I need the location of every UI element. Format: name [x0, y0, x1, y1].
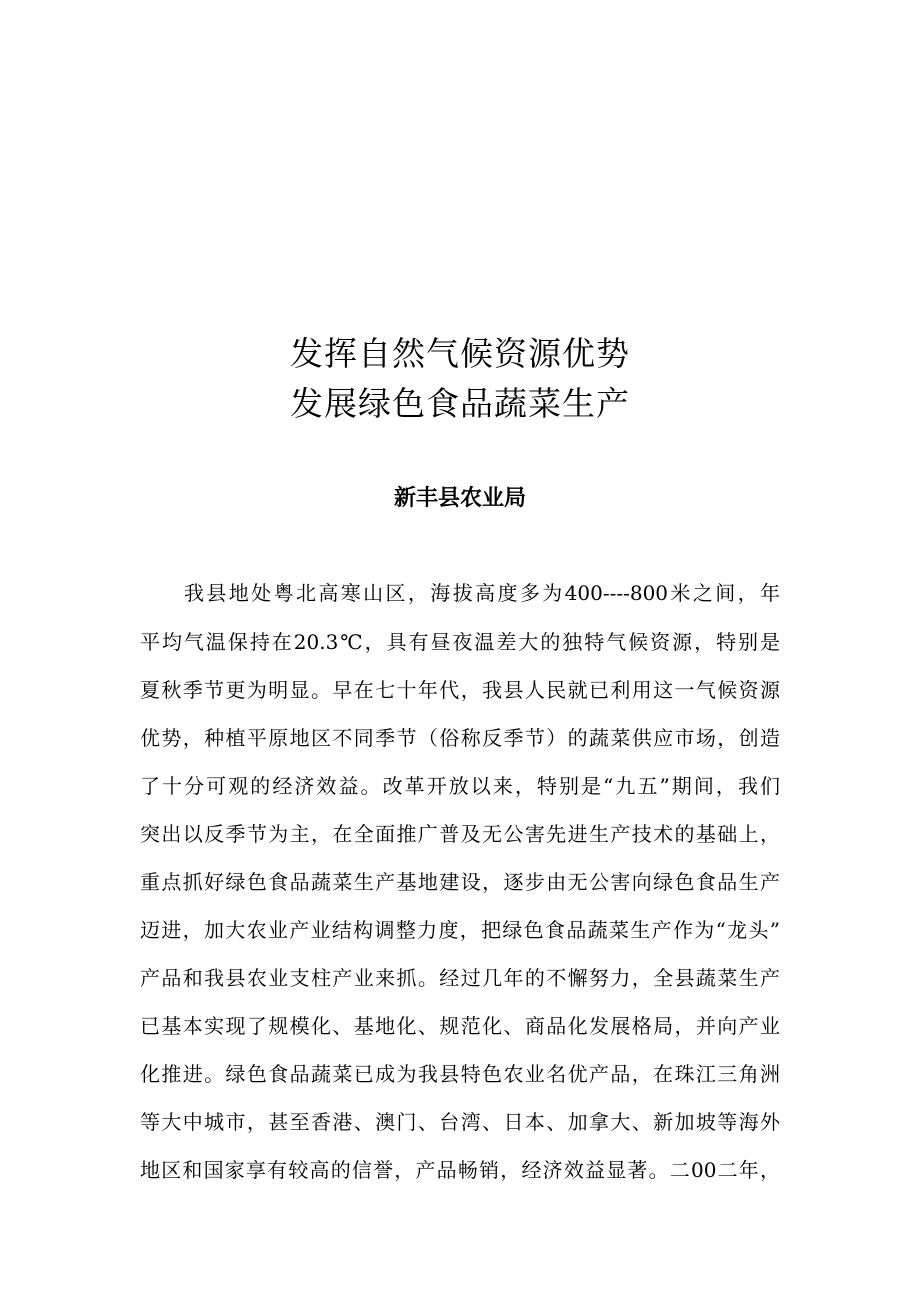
author: 新丰县农业局: [393, 486, 526, 511]
paragraph-line: 化推进。绿色食品蔬菜已成为我县特色农业名优产品，在珠江三角洲: [140, 1062, 780, 1086]
paragraph-line: 迈进，加大农业产业结构调整力度，把绿色食品蔬菜生产作为“龙头”: [140, 918, 780, 942]
paragraph-line: 产品和我县农业支柱产业来抓。经过几年的不懈努力，全县蔬菜生产: [140, 966, 780, 990]
title-line-2: 发展绿色食品蔬菜生产: [290, 384, 630, 423]
paragraph-line: 地区和国家享有较高的信誉，产品畅销，经济效益显著。二00二年，: [140, 1158, 780, 1182]
title-line-1: 发挥自然气候资源优势: [290, 334, 630, 373]
paragraph-line: 平均气温保持在20.3℃，具有昼夜温差大的独特气候资源，特别是: [140, 630, 780, 654]
paragraph-line: 优势，种植平原地区不同季节（俗称反季节）的蔬菜供应市场，创造: [140, 726, 780, 750]
paragraph-line: 重点抓好绿色食品蔬菜生产基地建设，逐步由无公害向绿色食品生产: [140, 870, 780, 894]
paragraph-line: 突出以反季节为主，在全面推广普及无公害先进生产技术的基础上，: [140, 822, 780, 846]
paragraph-line: 夏秋季节更为明显。早在七十年代，我县人民就已利用这一气候资源: [140, 678, 780, 702]
paragraph-line: 我县地处粤北高寒山区，海拔高度多为400----800米之间，年: [184, 581, 780, 605]
paragraph-line: 等大中城市，甚至香港、澳门、台湾、日本、加拿大、新加坡等海外: [140, 1110, 780, 1134]
paragraph-line: 了十分可观的经济效益。改革开放以来，特别是“九五”期间，我们: [140, 774, 780, 798]
paragraph-line: 已基本实现了规模化、基地化、规范化、商品化发展格局，并向产业: [140, 1014, 780, 1038]
